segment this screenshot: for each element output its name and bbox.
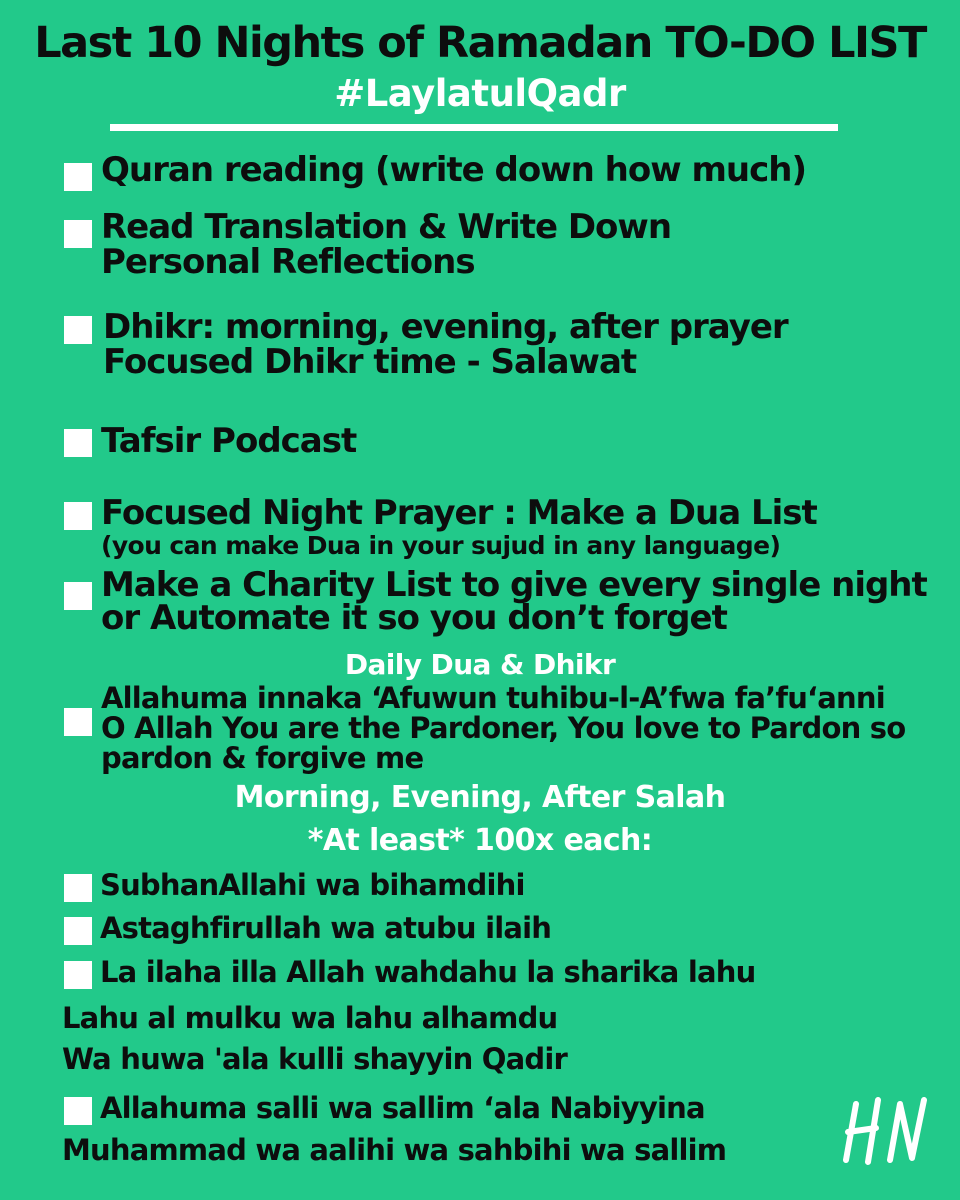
checkbox-quran-reading[interactable] xyxy=(64,163,92,191)
dhikr-astaghfirullah: Astaghfirullah wa atubu ilaih xyxy=(100,911,552,945)
item-charity-line2: or Automate it so you don’t forget xyxy=(101,598,727,638)
item-night-prayer-note: (you can make Dua in your sujud in any language) xyxy=(101,531,781,560)
checkbox-night-prayer[interactable] xyxy=(64,502,92,530)
daily-dua-line3: pardon & forgive me xyxy=(101,741,424,775)
item-translation-line2: Personal Reflections xyxy=(101,242,475,282)
dhikr-tahlil-line1: La ilaha illa Allah wahdahu la sharika lahu xyxy=(100,955,756,989)
hashtag-subtitle: #LaylatulQadr xyxy=(334,72,626,115)
checkbox-daily-dua[interactable] xyxy=(64,708,92,736)
dhikr-tahlil-line2: Lahu al mulku wa lahu alhamdu xyxy=(62,1001,558,1035)
checkbox-salawat[interactable] xyxy=(64,1097,92,1125)
item-quran-reading: Quran reading (write down how much) xyxy=(101,150,807,190)
item-dhikr-line2: Focused Dhikr time - Salawat xyxy=(103,342,637,382)
item-dhikr-line1: Dhikr: morning, evening, after prayer xyxy=(103,307,788,347)
daily-dua-heading: Daily Dua & Dhikr xyxy=(344,648,616,681)
checkbox-translation[interactable] xyxy=(64,220,92,248)
hn-logo xyxy=(838,1090,938,1170)
dhikr-salawat-line2: Muhammad wa aalihi wa sahbihi wa sallim xyxy=(62,1133,727,1167)
checkbox-tahlil[interactable] xyxy=(64,961,92,989)
dhikr-section-subheading: *At least* 100x each: xyxy=(307,823,653,858)
dhikr-tahlil-line3: Wa huwa 'ala kulli shayyin Qadir xyxy=(62,1042,567,1076)
dhikr-section-heading: Morning, Evening, After Salah xyxy=(234,780,726,815)
dhikr-salawat-line1: Allahuma salli wa sallim ‘ala Nabiyyina xyxy=(100,1091,705,1125)
dhikr-subhanallah: SubhanAllahi wa bihamdihi xyxy=(100,868,525,902)
checkbox-charity[interactable] xyxy=(64,582,92,610)
item-translation-line1: Read Translation & Write Down xyxy=(101,207,672,247)
divider xyxy=(110,124,838,131)
item-charity-line1: Make a Charity List to give every single night xyxy=(101,565,927,605)
item-tafsir: Tafsir Podcast xyxy=(101,421,357,461)
daily-dua-line1: Allahuma innaka ‘Afuwun tuhibu-l-A’fwa fa’fu‘anni xyxy=(101,681,885,715)
checkbox-tafsir[interactable] xyxy=(64,429,92,457)
page-title: Last 10 Nights of Ramadan TO-DO LIST xyxy=(34,18,926,68)
checkbox-astaghfirullah[interactable] xyxy=(64,917,92,945)
checkbox-subhanallah[interactable] xyxy=(64,874,92,902)
checkbox-dhikr[interactable] xyxy=(64,316,92,344)
daily-dua-line2: O Allah You are the Pardoner, You love to Pardon so xyxy=(101,711,906,745)
item-night-prayer: Focused Night Prayer : Make a Dua List xyxy=(101,493,817,533)
